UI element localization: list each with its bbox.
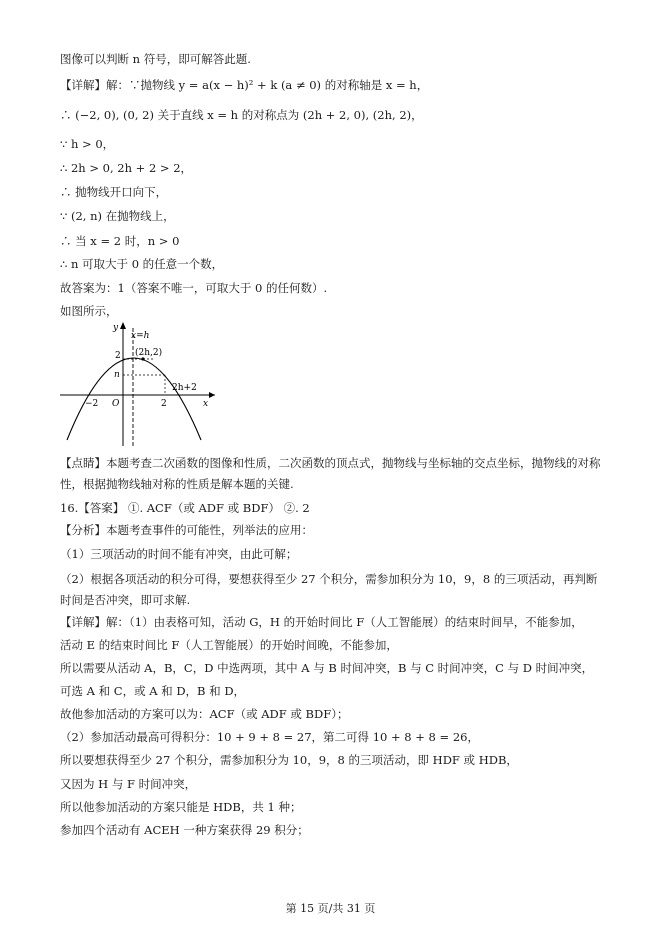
label-y-n: n: [114, 370, 120, 380]
text-analysis-2: （2）根据各项活动的积分可得，要想获得至少 27 个积分，需参加积分为 10，9，8 的三项活动，再判断时间是否冲突，即可求解.: [60, 572, 598, 607]
text-line-8: ∴ 当 x = 2 时，n > 0: [60, 234, 180, 248]
text-answer-16: 16.【答案】 ①. ACF（或 ADF 或 BDF） ②. 2: [60, 501, 310, 515]
text-detail-6: （2）参加活动最高可得积分：10 + 9 + 8 = 27，第二可得 10 + 8 + 8 = 26，: [60, 730, 479, 744]
text-detail-3: 所以需要从活动 A，B，C，D 中选两项，其中 A 与 B 时间冲突，B 与 C 时间冲突，C 与 D 时间冲突，: [60, 661, 594, 675]
text-line-9: ∴ n 可取大于 0 的任意一个数，: [60, 257, 224, 271]
text-line-7: ∵ (2, n) 在抛物线上，: [60, 209, 175, 223]
text-analysis-1: （1）三项活动的时间不能有冲突，由此可解；: [60, 547, 298, 561]
label-root-2h2: 2h+2: [172, 383, 197, 393]
text-detail-5: 故他参加活动的方案可以为：ACF（或 ADF 或 BDF）；: [60, 707, 349, 721]
text-analysis: 【分析】本题考查事件的可能性，列举法的应用：: [60, 523, 313, 537]
text-note: 【点睛】本题考查二次函数的图像和性质，二次函数的顶点式，抛物线与坐标轴的交点坐标，抛物线的对称性，根据抛物线轴对称的性质是解本题的关键.: [60, 456, 601, 491]
x-axis-arrow: [209, 392, 215, 398]
label-root-neg2: −2: [85, 399, 99, 409]
label-y-axis: y: [113, 323, 119, 333]
label-vertex-point: (2h,2): [135, 348, 163, 358]
text-line-5: ∴ 2h > 0, 2h + 2 > 2，: [60, 161, 193, 175]
label-x-2: 2: [161, 399, 167, 409]
text-detail-4: 可选 A 和 C，或 A 和 D，B 和 D，: [60, 684, 246, 698]
text-line-10: 故答案为：1（答案不唯一，可取大于 0 的任何数）.: [60, 281, 328, 295]
label-y-2: 2: [115, 351, 121, 361]
page-footer: 第 15 页/共 31 页: [285, 902, 376, 915]
text-line-3: ∴ (−2, 0), (0, 2) 关于直线 x = h 的对称点为 (2h + 2, 0), (2h, 2)，: [60, 108, 423, 122]
text-line-4: ∵ h > 0，: [60, 137, 115, 151]
text-detail-8: 又因为 H 与 F 时间冲突，: [60, 777, 197, 791]
text-line-1: 图像可以判断 n 符号，即可解答此题.: [60, 52, 251, 66]
text-detail-2: 活动 E 的结束时间比 F（人工智能展）的开始时间晚，不能参加，: [60, 638, 398, 652]
label-x-axis: x: [203, 399, 209, 409]
label-axis-line: x=h: [131, 331, 150, 341]
text-detail-9: 所以他参加活动的方案只能是 HDB，共 1 种；: [60, 800, 302, 814]
parabola-graph: [55, 318, 225, 448]
text-line-2: 【详解】解：∵抛物线 y = a(x − h)² + k (a ≠ 0) 的对称轴是 x = h，: [60, 78, 429, 92]
text-line-11: 如图所示，: [60, 304, 118, 318]
text-detail-10: 参加四个活动有 ACEH 一种方案获得 29 积分；: [60, 823, 309, 837]
text-line-6: ∴ 抛物线开口向下，: [60, 185, 168, 199]
y-axis-arrow: [120, 322, 126, 329]
text-detail-7: 所以要想获得至少 27 个积分，需参加积分为 10，9，8 的三项活动，即 HDF 或 HDB，: [60, 753, 518, 767]
text-detail-1: 【详解】解：（1）由表格可知，活动 G，H 的开始时间比 F（人工智能展）的结束时间早，不能参加，: [60, 615, 583, 629]
label-origin: O: [112, 399, 120, 409]
